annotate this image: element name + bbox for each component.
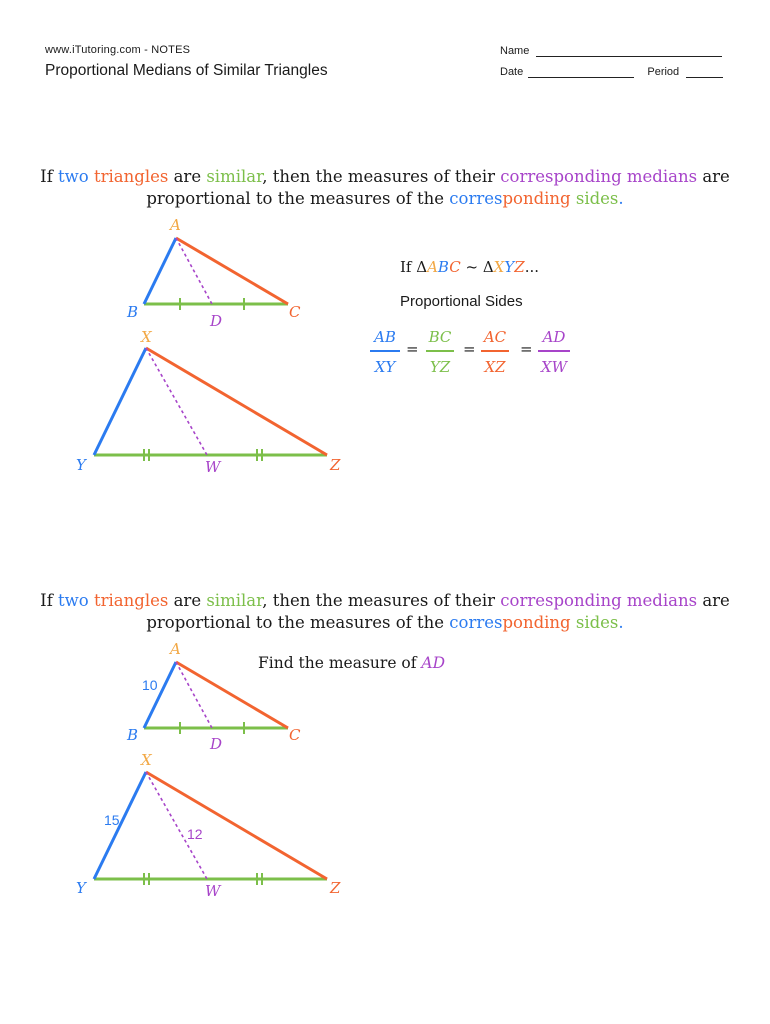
length-xy: 15: [104, 812, 120, 828]
length-ab: 10: [142, 677, 158, 693]
vertex-d-label-2: D: [210, 735, 223, 753]
fraction-ab-xy: AB XY: [370, 328, 400, 376]
vertex-d-label: D: [210, 312, 223, 330]
triangle-abc-1: [144, 238, 288, 310]
vertex-w-label: W: [205, 458, 221, 476]
equals-1: =: [406, 340, 419, 358]
vertex-c-label: C: [289, 303, 301, 321]
name-label: Name: [500, 45, 530, 57]
theorem-statement-2: If two triangles are similar, then the measures of their corresponding medians are proportional to the measures of the corresponding sides.: [40, 591, 730, 632]
side-xz-2: [146, 772, 327, 879]
vertex-b-label-2: B: [127, 726, 139, 744]
vertex-x-label: X: [141, 328, 152, 346]
date-label: Date: [500, 66, 524, 78]
side-ab: [144, 238, 176, 304]
side-ab-2: [144, 662, 176, 728]
equals-2: =: [463, 340, 476, 358]
vertex-y-label-2: Y: [76, 879, 86, 897]
fraction-ac-xz: AC XZ: [481, 328, 509, 376]
site-label: www.iTutoring.com - NOTES: [45, 44, 191, 56]
vertex-w-label-2: W: [205, 882, 221, 900]
period-label: Period: [647, 66, 680, 78]
length-xw: 12: [187, 826, 203, 842]
find-statement: Find the measure of AD: [258, 654, 446, 672]
vertex-x-label-2: X: [141, 751, 152, 769]
vertex-a-label: A: [170, 216, 181, 234]
vertex-y-label: Y: [76, 456, 86, 474]
page-title: Proportional Medians of Similar Triangles: [45, 62, 328, 79]
side-xy: [94, 348, 146, 455]
side-xy-2: [94, 772, 146, 879]
theorem-statement-1: If two triangles are similar, then the measures of their corresponding medians are proportional to the measures of the corresponding sides.: [40, 167, 730, 208]
median-xw: [146, 348, 207, 455]
side-xz: [146, 348, 327, 455]
fraction-bc-yz: BC YZ: [426, 328, 454, 376]
equals-3: =: [520, 340, 533, 358]
fraction-ad-xw: AD XW: [538, 328, 570, 376]
side-ac: [176, 238, 288, 304]
vertex-b-label: B: [127, 303, 139, 321]
vertex-a-label-2: A: [170, 640, 181, 658]
proportional-sides-heading: Proportional Sides: [400, 293, 523, 310]
vertex-z-label: Z: [330, 456, 341, 474]
triangle-abc-2: [144, 662, 288, 734]
vertex-z-label-2: Z: [330, 879, 341, 897]
vertex-c-label-2: C: [289, 726, 301, 744]
triangle-xyz-2: [94, 772, 327, 885]
triangle-xyz-1: [94, 348, 327, 461]
similarity-statement: If ΔABC ~ ΔXYZ...: [400, 258, 539, 276]
